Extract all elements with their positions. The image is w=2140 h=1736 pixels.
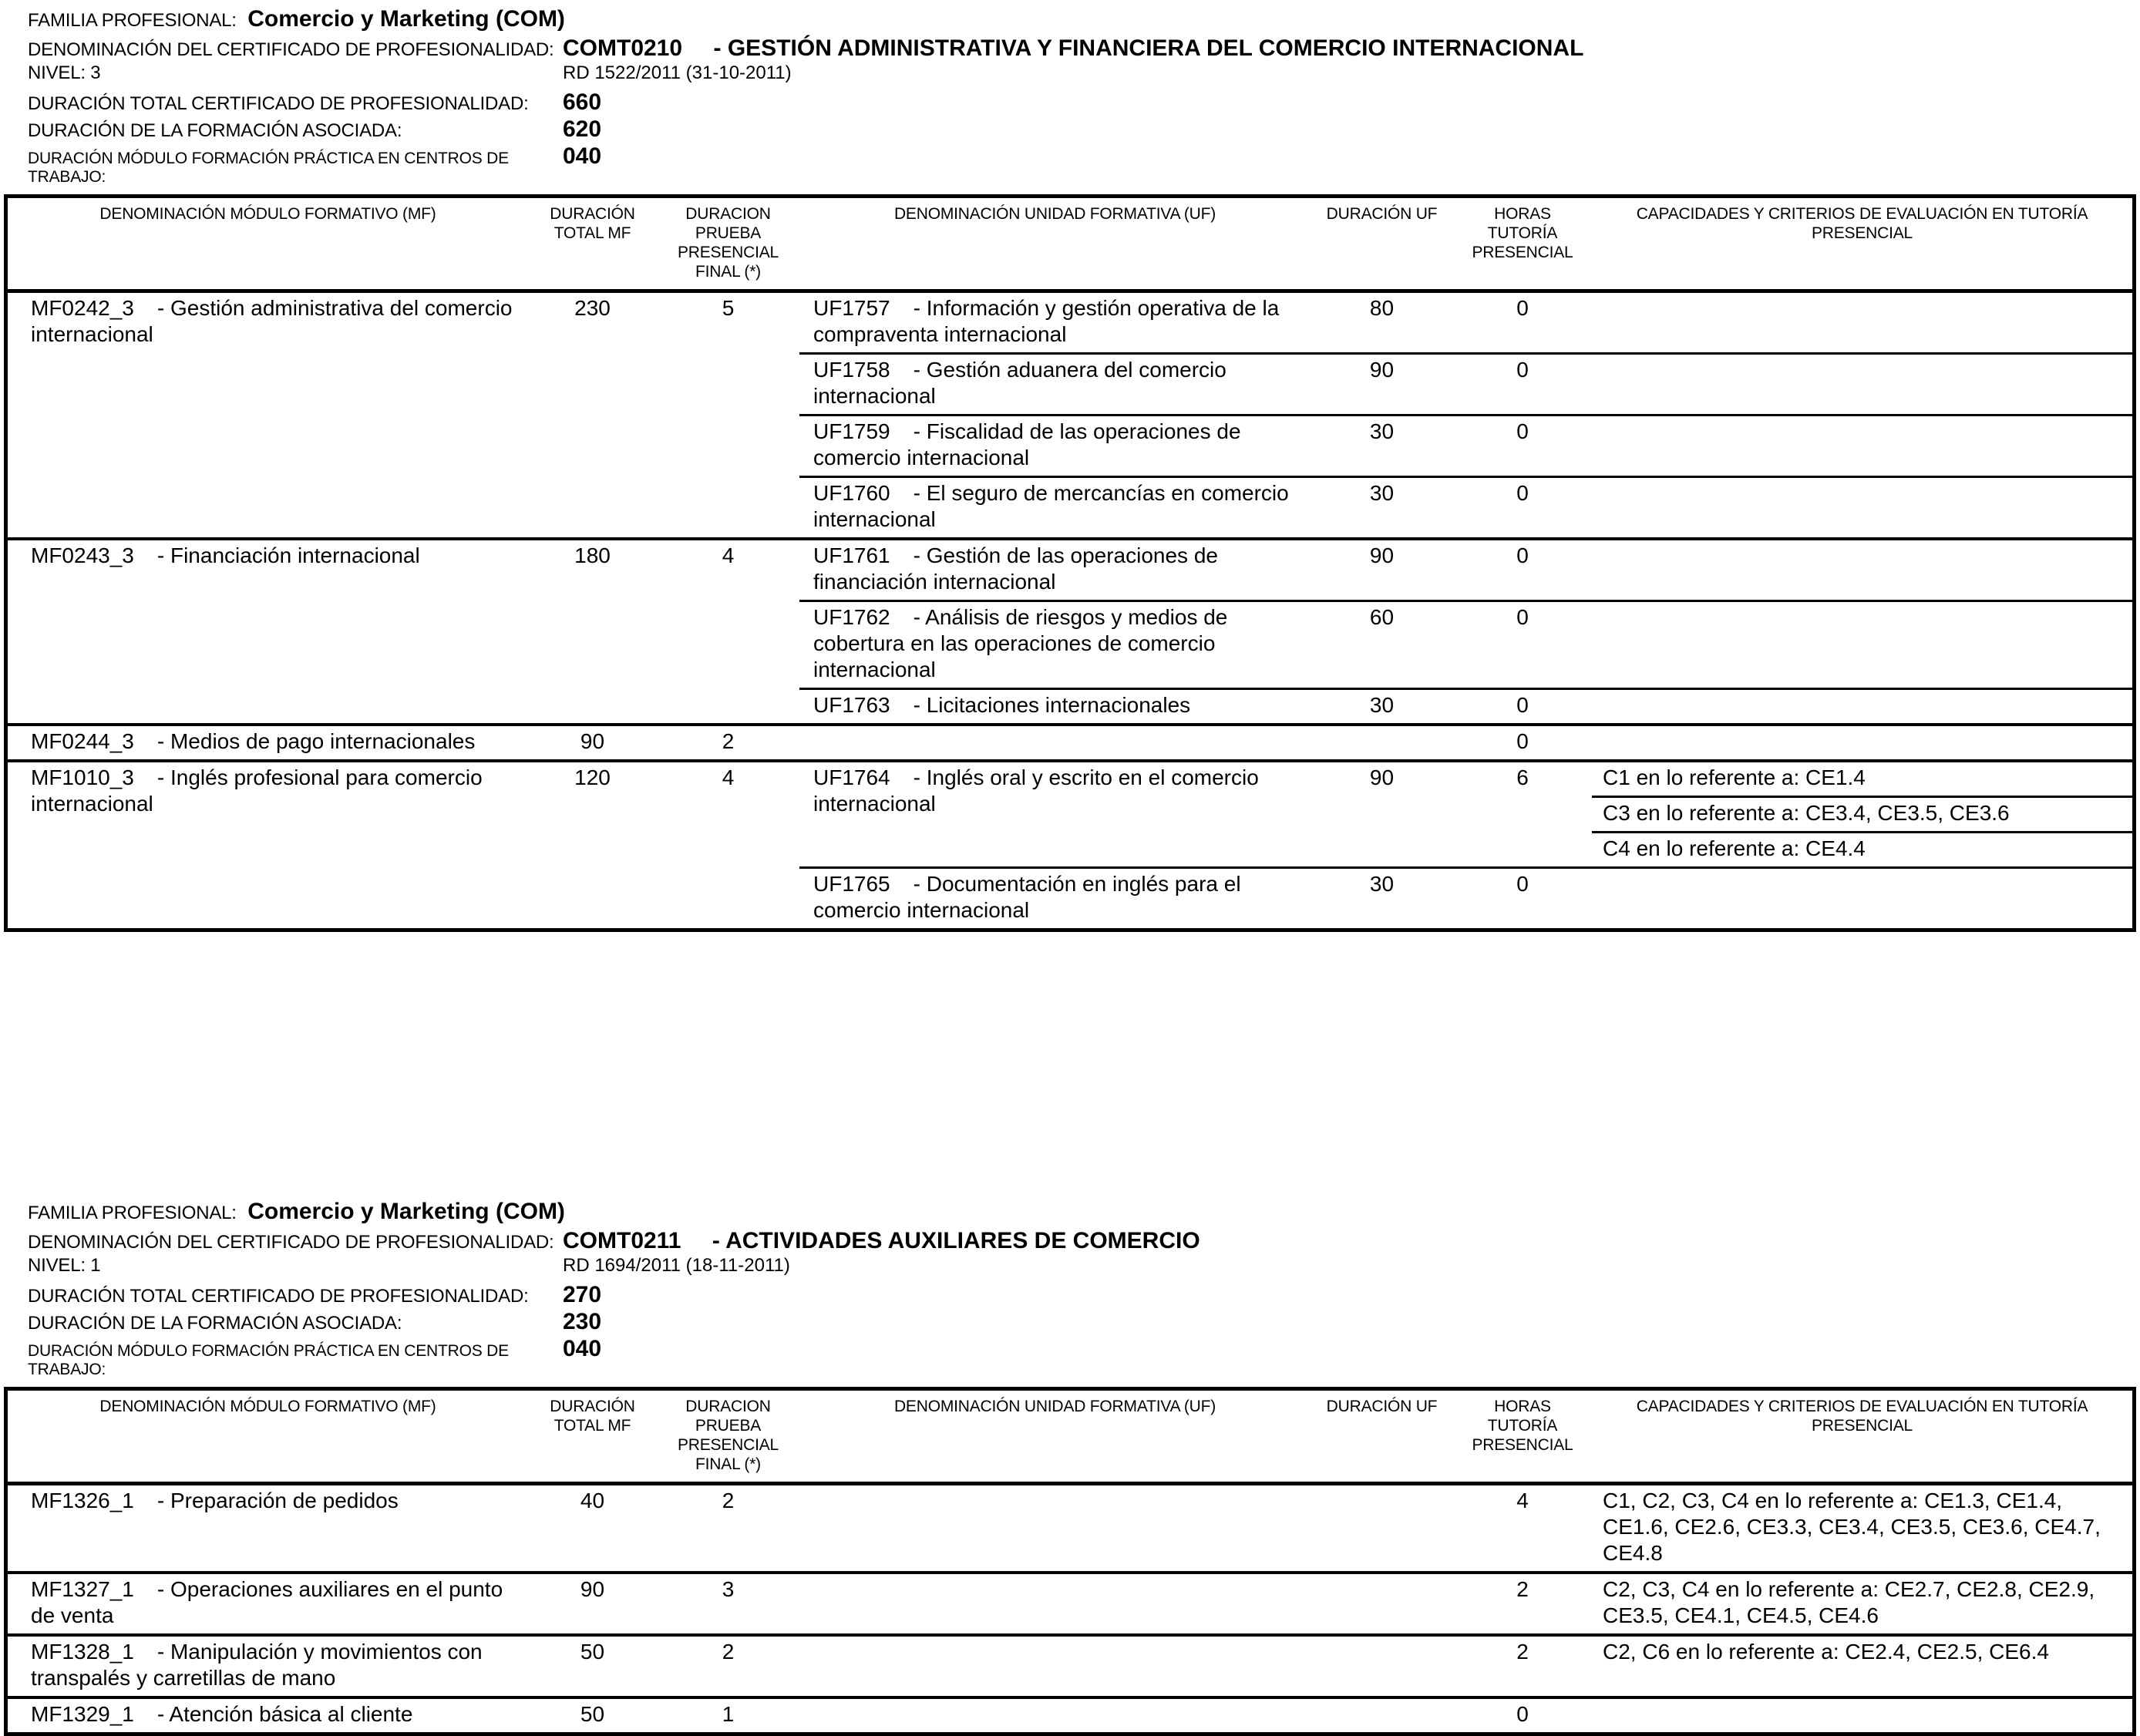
rd-reference: RD 1522/2011 (31-10-2011) <box>563 62 792 83</box>
capacidad-item: C3 en lo referente a: CE3.4, CE3.5, CE3.6 <box>1592 798 2132 833</box>
mf-name-cell <box>8 1699 528 1732</box>
uf-title: - Gestión aduanera del comercio internacional <box>813 358 1226 408</box>
uf-row <box>799 1637 2132 1696</box>
uf-row <box>799 1699 2132 1732</box>
mf-title: - Manipulación y movimientos con transpalés y carretillas de mano <box>31 1640 483 1690</box>
cert-name <box>563 1228 2140 1254</box>
col-header-horas-tutoria: HORAS TUTORÍA PRESENCIAL <box>1472 1398 1573 1454</box>
mf-code: MF0244_3 <box>31 729 134 753</box>
capacidad-item: C1, C2, C3, C4 en lo referente a: CE1.3, CE1.4, CE1.6, CE2.6, CE3.3, CE3.4, CE3.5, CE3.6, CE4.7, CE4.8 <box>1603 1489 2101 1565</box>
uf-code: UF1758 <box>813 358 890 382</box>
horas-tutoria-cell: 0 <box>1516 605 1529 629</box>
uf-name-cell <box>799 690 1311 723</box>
capacidades-cell <box>1592 293 2132 352</box>
duracion-mf-cell: 50 <box>580 1702 605 1726</box>
duracion-total-value: 270 <box>563 1282 602 1307</box>
mf-name-cell <box>8 762 528 928</box>
uf-name-cell <box>799 478 1311 537</box>
cert-name <box>563 35 2140 62</box>
practica-label: DURACIÓN MÓDULO FORMACIÓN PRÁCTICA EN CENTROS DE TRABAJO: <box>28 1342 509 1378</box>
uf-name-cell <box>799 1699 1311 1732</box>
prueba-presencial-cell: 4 <box>722 543 735 567</box>
uf-code: UF1763 <box>813 693 890 717</box>
uf-row <box>799 1485 2132 1571</box>
mf-name-cell <box>8 293 528 537</box>
nivel-label: NIVEL: 3 <box>28 62 101 83</box>
mf-row <box>8 1699 2132 1732</box>
mf-title: - Atención básica al cliente <box>156 1702 413 1726</box>
duracion-mf-cell: 180 <box>574 543 611 567</box>
prueba-presencial-cell: 2 <box>722 1489 735 1512</box>
uf-title: - Licitaciones internacionales <box>913 693 1191 717</box>
uf-row <box>799 602 2132 690</box>
formacion-asociada-row <box>28 116 2140 143</box>
cert-code: COMT0211 <box>563 1228 681 1253</box>
mf-title: - Gestión administrativa del comercio internacional <box>31 296 513 346</box>
uf-stack <box>799 762 2132 928</box>
uf-title: - Fiscalidad de las operaciones de comercio internacional <box>813 419 1241 469</box>
familia-value: Comercio y Marketing (COM) <box>247 6 565 32</box>
uf-name-cell <box>799 1574 1311 1633</box>
denominacion-label: DENOMINACIÓN DEL CERTIFICADO DE PROFESIONALIDAD: <box>28 1232 554 1253</box>
mf-row <box>8 293 2132 540</box>
uf-row <box>799 1574 2132 1633</box>
mf-row <box>8 1574 2132 1637</box>
table-header-row <box>8 1391 2132 1485</box>
col-header-capacidades: CAPACIDADES Y CRITERIOS DE EVALUACIÓN EN TUTORÍA PRESENCIAL <box>1636 205 2088 242</box>
uf-row <box>799 293 2132 355</box>
familia-label: FAMILIA PROFESIONAL: <box>28 10 237 31</box>
mf-row <box>8 762 2132 928</box>
mf-row <box>8 726 2132 762</box>
duracion-mf-cell: 90 <box>580 1577 605 1601</box>
mf-title: - Inglés profesional para comercio internacional <box>31 765 483 816</box>
duracion-total-value: 660 <box>563 89 602 115</box>
mf-title: - Medios de pago internacionales <box>156 729 476 753</box>
col-header-duracion-total-mf: DURACIÓN TOTAL MF <box>550 1398 635 1435</box>
horas-tutoria-cell: 6 <box>1516 765 1529 789</box>
uf-code: UF1757 <box>813 296 890 320</box>
nivel-row <box>28 1255 2140 1282</box>
duracion-total-row <box>28 89 2140 116</box>
familia-label: FAMILIA PROFESIONAL: <box>28 1203 237 1223</box>
denominacion-row <box>28 35 2140 62</box>
capacidades-cell <box>1592 1574 2132 1633</box>
practica-row <box>28 1336 2140 1379</box>
duracion-uf-cell: 90 <box>1369 765 1395 789</box>
mf-name-cell <box>8 1637 528 1696</box>
denominacion-label: DENOMINACIÓN DEL CERTIFICADO DE PROFESIONALIDAD: <box>28 39 554 60</box>
nivel-label: NIVEL: 1 <box>28 1255 101 1276</box>
mf-code: MF0243_3 <box>31 543 134 567</box>
mf-code: MF1010_3 <box>31 765 134 789</box>
capacidades-cell <box>1592 416 2132 476</box>
uf-row <box>799 540 2132 602</box>
cert-title: - GESTIÓN ADMINISTRATIVA Y FINANCIERA DEL COMERCIO INTERNACIONAL <box>713 35 1584 61</box>
col-header-denominacion-uf: DENOMINACIÓN UNIDAD FORMATIVA (UF) <box>893 1398 1216 1415</box>
mf-row <box>8 1485 2132 1574</box>
familia-row <box>28 1199 2140 1228</box>
mf-name-cell <box>8 540 528 723</box>
capacidades-cell <box>1592 355 2132 414</box>
horas-tutoria-cell: 0 <box>1516 358 1529 382</box>
capacidades-cell <box>1592 1637 2132 1696</box>
prueba-presencial-cell: 5 <box>722 296 735 320</box>
uf-name-cell <box>799 416 1311 476</box>
uf-row <box>799 416 2132 478</box>
mf-code: MF1326_1 <box>31 1489 134 1512</box>
duracion-uf-cell <box>1311 1699 1453 1732</box>
horas-tutoria-cell: 4 <box>1516 1489 1529 1512</box>
practica-value: 040 <box>563 143 602 169</box>
col-header-duracion-total-mf: DURACIÓN TOTAL MF <box>550 205 635 242</box>
mf-code: MF0242_3 <box>31 296 134 320</box>
prueba-presencial-cell: 2 <box>722 1640 735 1664</box>
uf-name-cell <box>799 355 1311 414</box>
prueba-presencial-cell: 3 <box>722 1577 735 1601</box>
practica-row <box>28 143 2140 187</box>
uf-title: - Documentación en inglés para el comercio internacional <box>813 872 1241 922</box>
duracion-uf-cell: 30 <box>1369 693 1395 717</box>
prueba-presencial-cell: 4 <box>722 765 735 789</box>
uf-stack <box>799 726 2132 759</box>
uf-title: - Información y gestión operativa de la compraventa internacional <box>813 296 1280 346</box>
duracion-uf-cell: 80 <box>1369 296 1395 320</box>
duracion-uf-cell: 60 <box>1369 605 1395 629</box>
mf-row <box>8 1637 2132 1699</box>
uf-code: UF1761 <box>813 543 890 567</box>
uf-name-cell <box>799 602 1311 688</box>
duracion-mf-cell: 40 <box>580 1489 605 1512</box>
horas-tutoria-cell: 0 <box>1516 543 1529 567</box>
duracion-uf-cell <box>1311 1574 1453 1633</box>
col-header-duracion-uf: DURACIÓN UF <box>1326 1398 1438 1415</box>
capacidad-item: C2, C3, C4 en lo referente a: CE2.7, CE2.8, CE2.9, CE3.5, CE4.1, CE4.5, CE4.6 <box>1603 1577 2095 1627</box>
duracion-uf-cell <box>1311 726 1453 759</box>
mf-title: - Financiación internacional <box>156 543 420 567</box>
uf-row <box>799 355 2132 416</box>
familia-value: Comercio y Marketing (COM) <box>247 1199 565 1224</box>
cert-code: COMT0210 <box>563 35 683 61</box>
modulos-table <box>4 194 2136 932</box>
col-header-horas-tutoria: HORAS TUTORÍA PRESENCIAL <box>1472 205 1573 261</box>
horas-tutoria-cell: 0 <box>1516 296 1529 320</box>
certificate-section <box>0 1193 2140 1736</box>
capacidades-cell <box>1592 762 2132 866</box>
practica-value: 040 <box>563 1336 602 1361</box>
horas-tutoria-cell: 0 <box>1516 729 1529 753</box>
uf-name-cell <box>799 1637 1311 1696</box>
uf-code: UF1764 <box>813 765 890 789</box>
mf-row <box>8 540 2132 726</box>
familia-row <box>28 6 2140 35</box>
formacion-asociada-label: DURACIÓN DE LA FORMACIÓN ASOCIADA: <box>28 120 402 141</box>
duracion-uf-cell <box>1311 1637 1453 1696</box>
mf-title: - Preparación de pedidos <box>156 1489 399 1512</box>
horas-tutoria-cell: 0 <box>1516 481 1529 505</box>
cert-title: - ACTIVIDADES AUXILIARES DE COMERCIO <box>712 1228 1200 1253</box>
capacidades-cell <box>1592 540 2132 600</box>
col-header-capacidades: CAPACIDADES Y CRITERIOS DE EVALUACIÓN EN TUTORÍA PRESENCIAL <box>1636 1398 2088 1435</box>
modulos-table <box>4 1387 2136 1736</box>
capacidades-cell <box>1592 1699 2132 1732</box>
uf-row <box>799 869 2132 928</box>
formacion-asociada-value: 620 <box>563 116 602 142</box>
prueba-presencial-cell: 2 <box>722 729 735 753</box>
mf-code: MF1329_1 <box>31 1702 134 1726</box>
uf-name-cell <box>799 762 1311 866</box>
uf-stack <box>799 540 2132 723</box>
mf-code: MF1328_1 <box>31 1640 134 1664</box>
capacidad-item: C4 en lo referente a: CE4.4 <box>1603 836 1866 860</box>
mf-name-cell <box>8 1485 528 1571</box>
duracion-uf-cell: 30 <box>1369 872 1395 896</box>
duracion-mf-cell: 120 <box>574 765 611 789</box>
uf-name-cell <box>799 869 1311 928</box>
practica-label: DURACIÓN MÓDULO FORMACIÓN PRÁCTICA EN CENTROS DE TRABAJO: <box>28 150 509 186</box>
duracion-mf-cell: 230 <box>574 296 611 320</box>
formacion-asociada-value: 230 <box>563 1309 602 1334</box>
horas-tutoria-cell: 2 <box>1516 1577 1529 1601</box>
duracion-mf-cell: 50 <box>580 1640 605 1664</box>
capacidades-cell <box>1592 726 2132 759</box>
capacidades-cell <box>1592 602 2132 688</box>
capacidades-cell <box>1592 1485 2132 1571</box>
uf-code: UF1762 <box>813 605 890 629</box>
horas-tutoria-cell: 0 <box>1516 419 1529 443</box>
uf-row <box>799 762 2132 869</box>
uf-name-cell <box>799 540 1311 600</box>
rd-reference: RD 1694/2011 (18-11-2011) <box>563 1255 790 1276</box>
capacidades-cell <box>1592 690 2132 723</box>
mf-title: - Operaciones auxiliares en el punto de venta <box>31 1577 503 1627</box>
formacion-asociada-row <box>28 1309 2140 1336</box>
uf-row <box>799 726 2132 759</box>
horas-tutoria-cell: 0 <box>1516 693 1529 717</box>
capacidad-item: C2, C6 en lo referente a: CE2.4, CE2.5, CE6.4 <box>1603 1640 2049 1664</box>
prueba-presencial-cell: 1 <box>722 1702 735 1726</box>
horas-tutoria-cell: 0 <box>1516 872 1529 896</box>
capacidades-cell <box>1592 478 2132 537</box>
mf-name-cell <box>8 726 528 759</box>
table-body <box>8 1485 2132 1732</box>
uf-row <box>799 690 2132 723</box>
uf-name-cell <box>799 726 1311 759</box>
uf-stack <box>799 1699 2132 1732</box>
uf-name-cell <box>799 293 1311 352</box>
duracion-total-label: DURACIÓN TOTAL CERTIFICADO DE PROFESIONALIDAD: <box>28 93 529 114</box>
uf-title: - El seguro de mercancías en comercio internacional <box>813 481 1289 531</box>
mf-name-cell <box>8 1574 528 1633</box>
duracion-uf-cell: 90 <box>1369 358 1395 382</box>
horas-tutoria-cell: 2 <box>1516 1640 1529 1664</box>
table-header-row <box>8 198 2132 293</box>
col-header-duracion-prueba: DURACION PRUEBA PRESENCIAL FINAL (*) <box>677 205 779 281</box>
uf-title: - Inglés oral y escrito en el comercio internacional <box>813 765 1259 816</box>
uf-name-cell <box>799 1485 1311 1571</box>
certificate-info-block <box>0 6 2140 187</box>
duracion-uf-cell: 30 <box>1369 481 1395 505</box>
denominacion-row <box>28 1228 2140 1255</box>
duracion-uf-cell <box>1311 1485 1453 1571</box>
duracion-uf-cell: 30 <box>1369 419 1395 443</box>
uf-code: UF1760 <box>813 481 890 505</box>
formacion-asociada-label: DURACIÓN DE LA FORMACIÓN ASOCIADA: <box>28 1313 402 1334</box>
uf-stack <box>799 1485 2132 1571</box>
uf-stack <box>799 1574 2132 1633</box>
col-header-duracion-prueba: DURACION PRUEBA PRESENCIAL FINAL (*) <box>677 1398 779 1473</box>
col-header-denominacion-uf: DENOMINACIÓN UNIDAD FORMATIVA (UF) <box>893 205 1216 223</box>
uf-code: UF1759 <box>813 419 890 443</box>
capacidad-item: C1 en lo referente a: CE1.4 <box>1592 762 2132 798</box>
uf-row <box>799 478 2132 537</box>
horas-tutoria-cell: 0 <box>1516 1702 1529 1726</box>
duracion-total-row <box>28 1282 2140 1309</box>
capacidades-cell <box>1592 869 2132 928</box>
uf-title: - Gestión de las operaciones de financiación internacional <box>813 543 1218 594</box>
col-header-denominacion-mf: DENOMINACIÓN MÓDULO FORMATIVO (MF) <box>99 205 436 223</box>
certificate-info-block <box>0 1199 2140 1379</box>
uf-stack <box>799 1637 2132 1696</box>
uf-title: - Análisis de riesgos y medios de cobertura en las operaciones de comercio internacional <box>813 605 1228 681</box>
col-header-denominacion-mf: DENOMINACIÓN MÓDULO FORMATIVO (MF) <box>99 1398 436 1415</box>
duracion-mf-cell: 90 <box>580 729 605 753</box>
mf-code: MF1327_1 <box>31 1577 134 1601</box>
uf-code: UF1765 <box>813 872 890 896</box>
nivel-row <box>28 62 2140 89</box>
col-header-duracion-uf: DURACIÓN UF <box>1326 205 1438 223</box>
duracion-total-label: DURACIÓN TOTAL CERTIFICADO DE PROFESIONALIDAD: <box>28 1286 529 1307</box>
table-body <box>8 293 2132 928</box>
uf-stack <box>799 293 2132 537</box>
duracion-uf-cell: 90 <box>1369 543 1395 567</box>
